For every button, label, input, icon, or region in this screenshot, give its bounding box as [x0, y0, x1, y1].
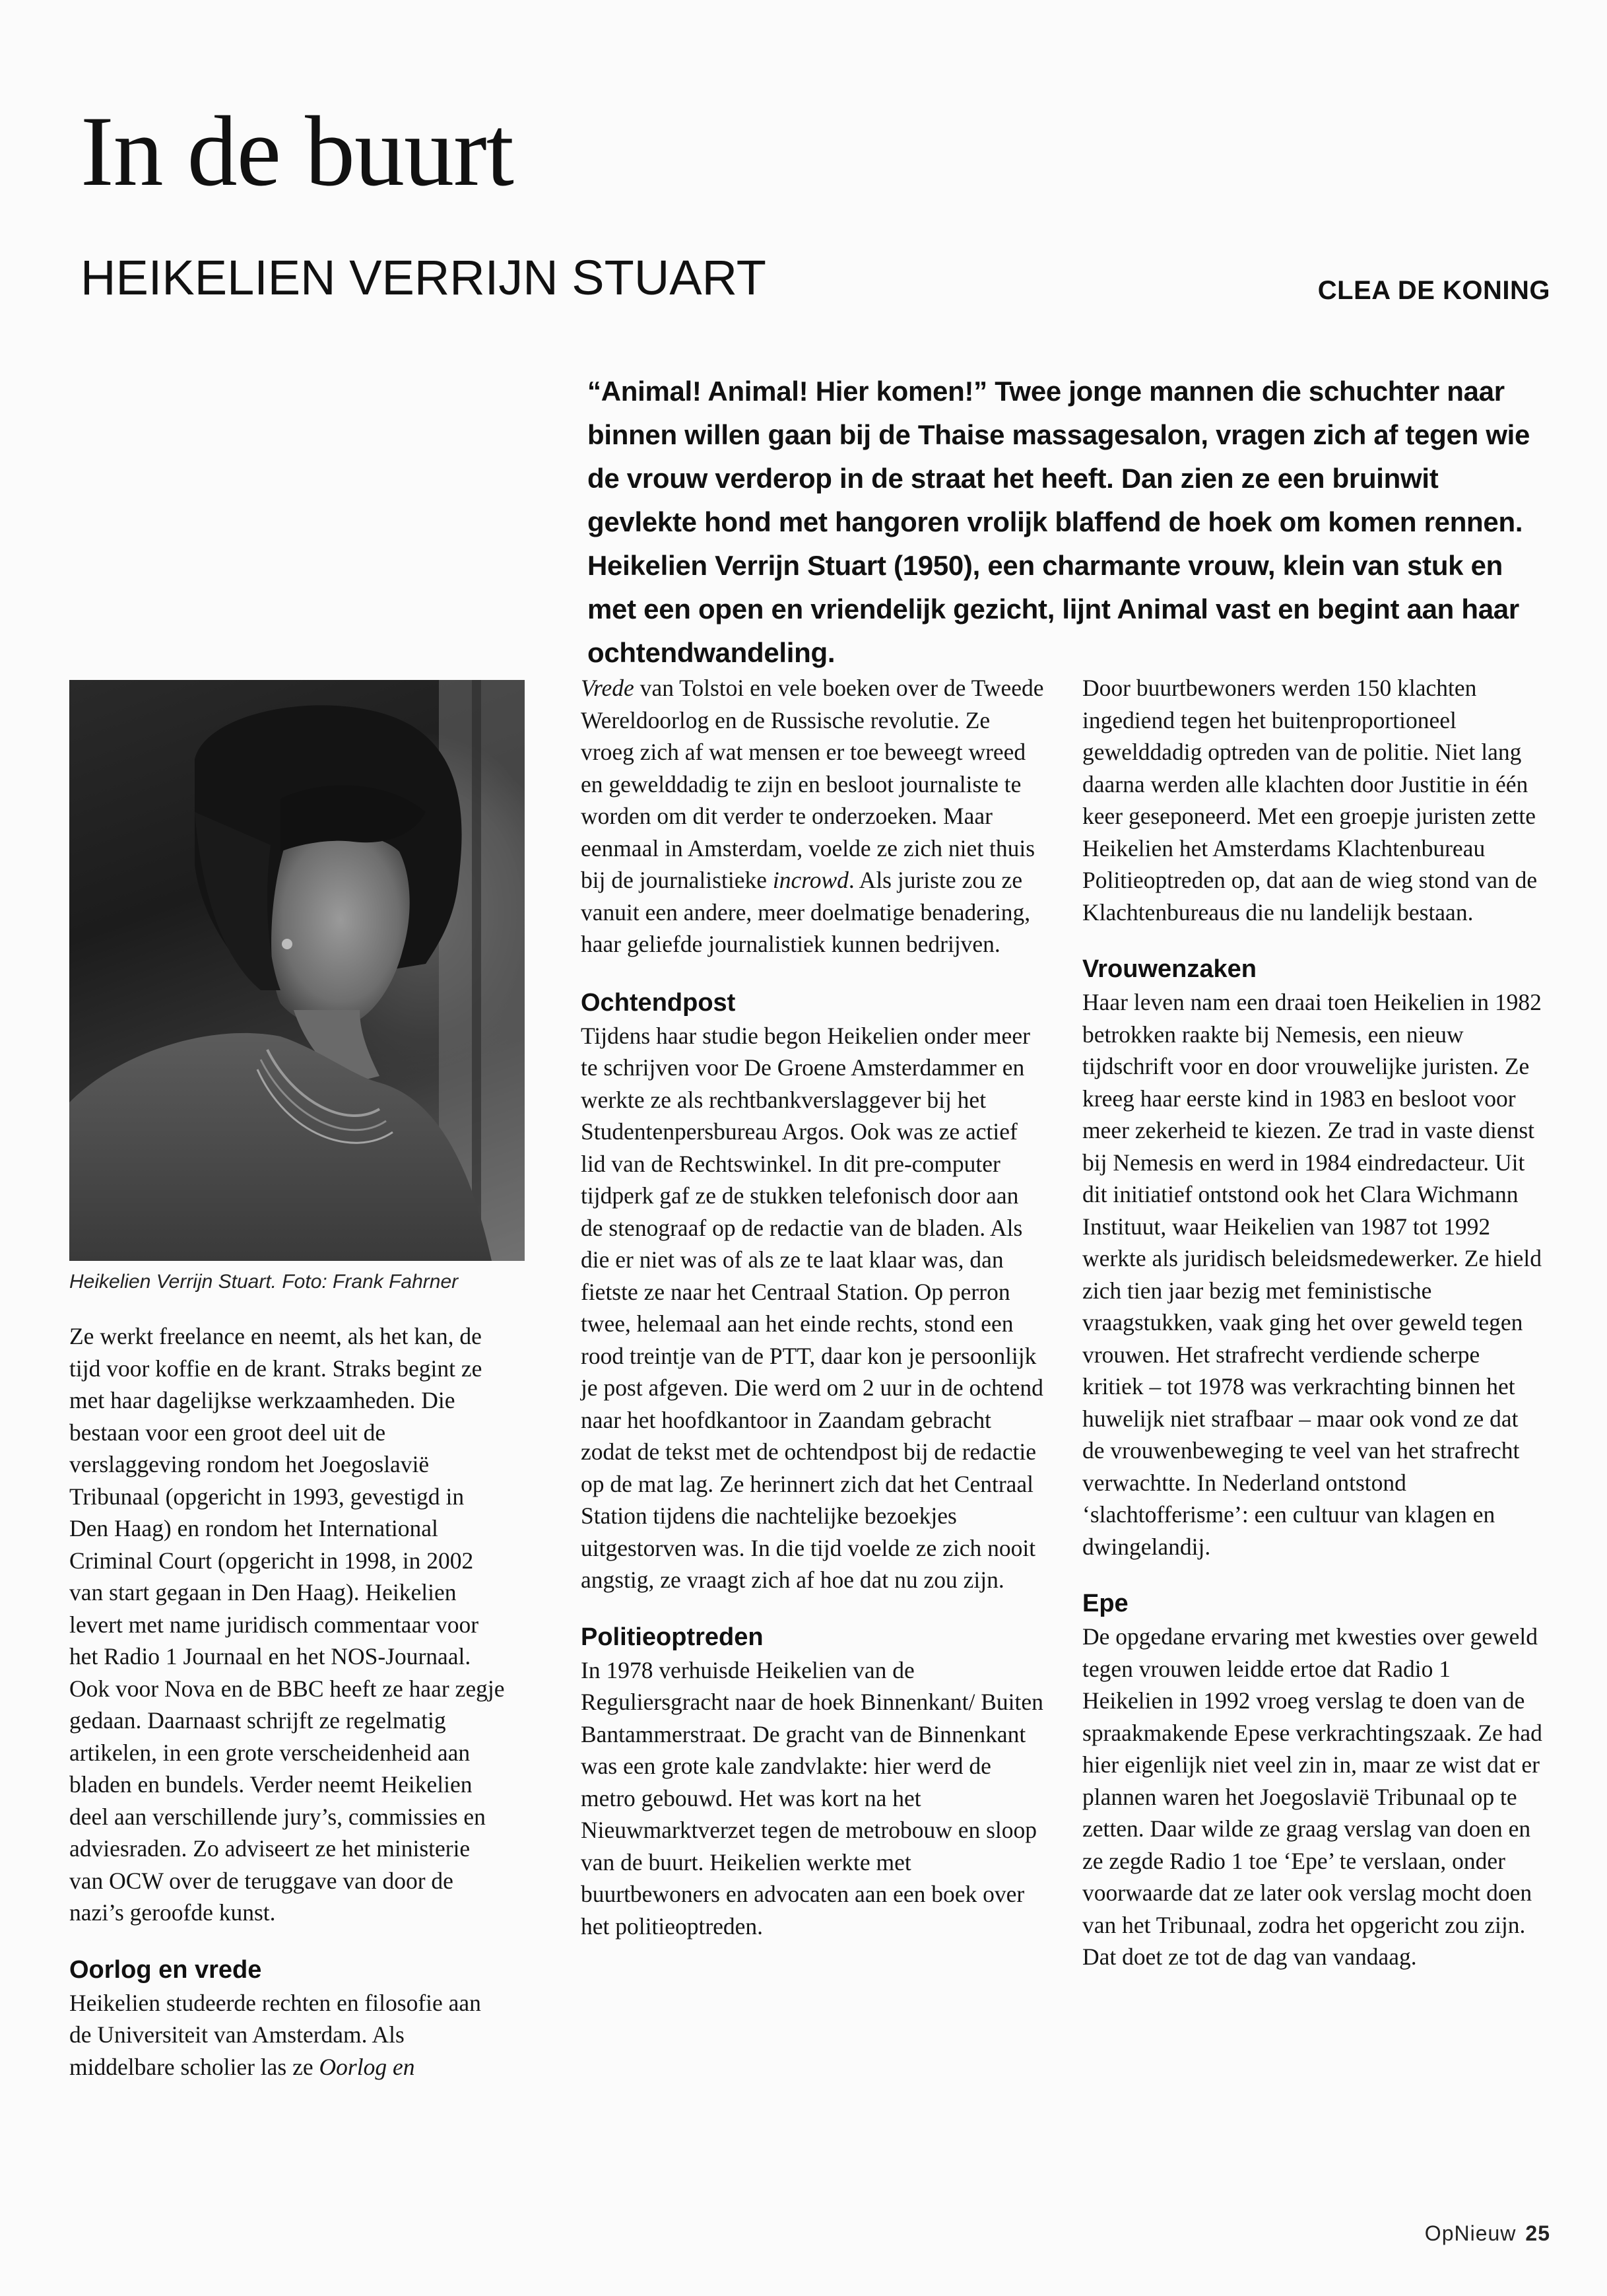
paragraph: [581, 672, 1046, 961]
photo-caption: Heikelien Verrijn Stuart. Foto: Frank Fahrner: [69, 1271, 459, 1293]
book-title: Vrede: [581, 675, 634, 701]
paragraph: Haar leven nam een draai toen Heikelien in 1982 betrokken raakte bij Nemesis, een nieuw tijdschrift voor en door vrouwelijke juristen. Ze kreeg haar eerste kind in 1983 en besloot voor meer zekerheid te kiezen. Ze trad in vaste dienst bij Nemesis en werd in 1984 eindredacteur. Uit dit initiatief ontstond ook het Clara Wichmann Instituut, waar Heikelien van 1987 tot 1992 werkte als juridisch beleidsmedewerker. Ze hield zich tien jaar bezig met feministische vraagstukken, vaak ging het over geweld tegen vrouwen. Het strafrecht verdiende scherpe kritiek – tot 1978 was verkrachting binnen het huwelijk niet strafbaar – maar ook vond ze dat de vrouwenbeweging te veel van het strafrecht verwachtte. In Nederland ontstond ‘slachtofferisme’: een cultuur van klagen en dwingelandij.: [1082, 989, 1542, 1560]
subheading-vrouwenzaken: Vrouwenzaken: [1082, 955, 1257, 983]
paragraph: Ze werkt freelance en neemt, als het kan, de tijd voor koffie en de krant. Straks begint ze met haar dagelijkse werkzaamheden. Die bestaan voor een groot deel uit de verslaggeving rondom het Joegoslavië Tribunaal (opgericht in 1993, gevestigd in Den Haag) en rondom het International Criminal Court (opgericht in 1998, in 2002 van start gegaan in Den Haag). Heikelien levert met name juridisch commentaar voor het Radio 1 Journaal en het NOS-Journaal. Ook voor Nova en de BBC heeft ze haar zegje gedaan. Daarnaast schrijft ze regelmatig artikelen, in een grote verscheidenheid aan bladen en bundels. Verder neemt Heikelien deel aan verschillende jury’s, commissies en adviesraden. Zo adviseert ze het ministerie van OCW over de teruggave van door de nazi’s geroofde kunst.: [69, 1323, 505, 1926]
subject-name: HEIKELIEN VERRIJN STUART: [81, 250, 766, 305]
portrait-photo-icon: [69, 680, 525, 1261]
subheading-politieoptreden: Politieoptreden: [581, 1623, 764, 1651]
paragraph-text: . Als juriste zou ze vanuit een andere, meer doelmatige benadering, haar geliefde journalistiek kunnen bedrijven.: [581, 867, 1031, 957]
paragraph: In 1978 verhuisde Heikelien van de Reguliersgracht naar de hoek Binnenkant/ Buiten Bantammerstraat. De gracht van de Binnenkant was een grote kale zandvlakte: hier werd de metro gebouwd. Het was kort na het Nieuwmarktverzet tegen de metrobouw en sloop van de buurt. Heikelien werkte met buurtbewoners en advocaten aan een boek over het politieoptreden.: [581, 1656, 1043, 1940]
subheading-ochtendpost: Ochtendpost: [581, 988, 736, 1017]
article-column-3: [1082, 672, 1544, 1973]
paragraph: Door buurtbewoners werden 150 klachten ingediend tegen het buitenproportioneel gewelddadig optreden van de politie. Niet lang daarna werden alle klachten door Justitie in één keer geseponeerd. Met een groepje juristen zette Heikelien het Amsterdams Klachtenbureau Politieoptreden op, dat aan de wieg stond van de Klachtenbureaus die nu landelijk bestaan.: [1082, 675, 1538, 926]
page-number: 25: [1525, 2221, 1550, 2245]
lead-paragraph: “Animal! Animal! Hier komen!” Twee jonge mannen die schuchter naar binnen willen gaan bij de Thaise massagesalon, vragen zich af tegen wie de vrouw verderop in de straat het heeft. Dan zien ze een bruinwit gevlekte hond met hangoren vrolijk blaffend de hoek om komen rennen. Heikelien Verrijn Stuart (1950), een charmante vrouw, klein van stuk en met een open en vriendelijk gezicht, lijnt Animal vast en begint aan haar ochtendwandeling.: [587, 376, 1530, 668]
page-footer: [1425, 2221, 1550, 2246]
magazine-name: OpNieuw: [1424, 2221, 1517, 2245]
paragraph: [69, 1987, 508, 2083]
section-title: In de buurt: [81, 96, 513, 207]
subheading-epe: Epe: [1082, 1590, 1129, 1617]
paragraph: De opgedane ervaring met kwesties over geweld tegen vrouwen leidde ertoe dat Radio 1 Heikelien in 1992 vroeg verslag te doen van de spraakmakende Epese verkrachtingszaak. Ze had hier eigenlijk niet veel zin in, maar ze wist dat er plannen waren het Joegoslavië Tribunaal op te zetten. Daar wilde ze graag verslag van doen en ze zegde Radio 1 toe ‘Epe’ te verslaan, onder voorwaarde dat ze later ook verslag mocht doen van het Tribunaal, zodra het opgericht zou zijn. Dat doet ze tot de dag van vandaag.: [1082, 1623, 1542, 1970]
article-column-2: [581, 672, 1046, 1942]
author-byline: CLEA DE KONING: [1317, 276, 1550, 305]
italic-term: incrowd: [772, 867, 849, 893]
book-title: Oorlog en: [319, 2053, 415, 2080]
paragraph-text: van Tolstoi en vele boeken over de Tweede Wereldoorlog en de Russische revolutie. Ze vroeg zich af wat mensen er toe beweegt wreed en gewelddadig te zijn en besloot journaliste te worden om dit verder te onderzoeken. Maar eenmaal in Amsterdam, voelde ze zich niet thuis bij de journalistieke: [581, 675, 1044, 893]
paragraph: Tijdens haar studie begon Heikelien onder meer te schrijven voor De Groene Amsterdammer en werkte ze als rechtbankverslaggever bij het Studentenpersbureau Argos. Ook was ze actief lid van de Rechtswinkel. In dit pre-computer tijdperk gaf ze de stukken telefonisch door aan de stenograaf op de redactie van de bladen. Als die er niet was of als ze te laat klaar was, dan fietste ze naar het Centraal Station. Op perron twee, helemaal aan het einde rechts, stond een rood treintje van de PTT, daar kon je persoonlijk je post afgeven. Die werd om 2 uur in de ochtend naar het hoofdkantoor in Zaandam gebracht zodat de tekst met de ochtendpost bij de redactie op de mat lag. Ze herinnert zich dat het Centraal Station tijdens die nachtelijke bezoekjes uitgestorven was. In die tijd voelde ze zich nooit angstig, ze vraagt zich af hoe dat nu zou zijn.: [581, 1022, 1043, 1593]
paragraph-text: Heikelien studeerde rechten en filosofie aan de Universiteit van Amsterdam. Als middelbare scholier las ze: [69, 1989, 481, 2080]
portrait-photo: [69, 680, 525, 1261]
subheading-oorlog-en-vrede: Oorlog en vrede: [69, 1955, 262, 1984]
article-column-1: [69, 1320, 508, 2083]
